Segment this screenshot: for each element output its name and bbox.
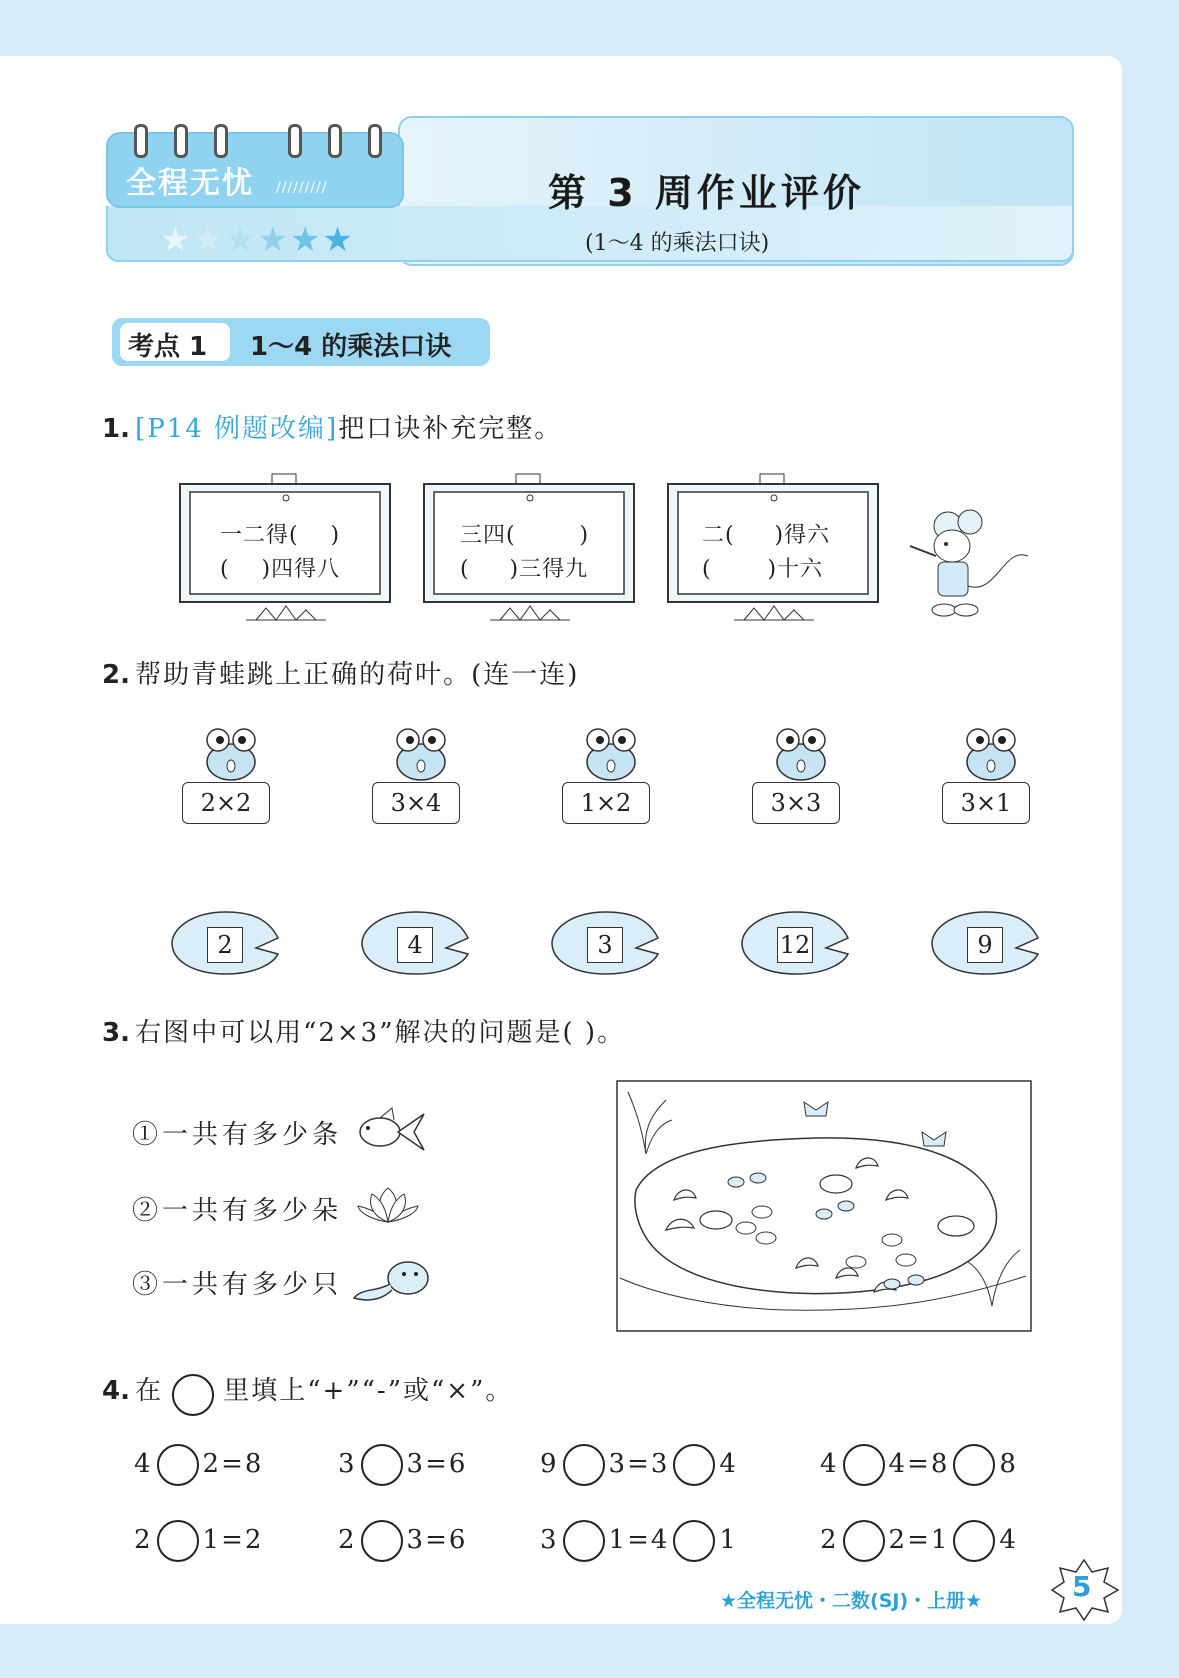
board-3-line-1: 二( )得六 <box>702 523 831 548</box>
operator-blank[interactable] <box>563 1520 605 1562</box>
operand: 2 <box>820 1525 839 1555</box>
question-text: 帮助青蛙跳上正确的荷叶。(连一连) <box>135 660 580 690</box>
frog-equation: 1×2 <box>562 782 650 824</box>
question-text: 把口诀补充完整。 <box>338 414 563 444</box>
brand-label: 全程无忧 <box>126 166 254 201</box>
operand: 2=1 <box>888 1525 950 1555</box>
equation <box>134 1444 263 1486</box>
binder-ring-icon <box>214 124 228 158</box>
page-subtitle: (1～4 的乘法口诀) <box>585 231 770 256</box>
frog-equation: 3×3 <box>752 782 840 824</box>
operand: 2 <box>338 1525 357 1555</box>
question-3 <box>102 1012 625 1049</box>
board-2-line-2: ( )三得九 <box>460 557 589 582</box>
operand: 4 <box>999 1525 1018 1555</box>
circle-symbol-icon <box>172 1374 214 1416</box>
equation <box>540 1520 738 1562</box>
frog-equation: 3×4 <box>372 782 460 824</box>
binder-ring-icon <box>134 124 148 158</box>
question-1 <box>102 408 562 445</box>
operand: 2 <box>134 1525 153 1555</box>
question-text: 右图中可以用“2×3”解决的问题是( )。 <box>135 1018 626 1048</box>
frog-icon <box>386 722 456 782</box>
question-number: 4. <box>102 1376 130 1406</box>
operand: 4 <box>820 1449 839 1479</box>
question-text-a: 在 <box>135 1376 164 1406</box>
board-3-line-2: ( )十六 <box>702 557 824 582</box>
operand: 8 <box>999 1449 1018 1479</box>
operand: 9 <box>540 1449 559 1479</box>
binder-ring-icon <box>174 124 188 158</box>
equation <box>820 1444 1018 1486</box>
equation <box>338 1520 467 1562</box>
goldfish-icon <box>354 1106 428 1156</box>
page-title: 第 3 周作业评价 <box>548 171 865 215</box>
lily-pad-number[interactable]: 9 <box>967 927 1003 963</box>
operator-blank[interactable] <box>673 1444 715 1486</box>
topic-label: 考点 1 <box>128 332 208 362</box>
operand: 3 <box>338 1449 357 1479</box>
operand: 4 <box>134 1449 153 1479</box>
operator-blank[interactable] <box>563 1444 605 1486</box>
frog-icon <box>766 722 836 782</box>
operand: 3=6 <box>406 1525 468 1555</box>
option-1[interactable]: ①一共有多少条 <box>132 1120 343 1150</box>
topic-title: 1～4 的乘法口诀 <box>250 332 452 362</box>
lily-pad-number[interactable]: 2 <box>207 927 243 963</box>
question-reference: [P14 例题改编] <box>135 414 339 444</box>
operand: 3 <box>540 1525 559 1555</box>
frog-icon <box>956 722 1026 782</box>
operand: 4 <box>719 1449 738 1479</box>
operator-blank[interactable] <box>953 1444 995 1486</box>
lily-pad-number[interactable]: 4 <box>397 927 433 963</box>
board-1-line-2: ( )四得八 <box>220 557 341 582</box>
option-3[interactable]: ③一共有多少只 <box>132 1270 343 1300</box>
lotus-icon <box>354 1186 422 1228</box>
operator-blank[interactable] <box>843 1520 885 1562</box>
operator-blank[interactable] <box>157 1520 199 1562</box>
binder-ring-icon <box>328 124 342 158</box>
binder-ring-icon <box>288 124 302 158</box>
option-2[interactable]: ②一共有多少朵 <box>132 1196 343 1226</box>
equation <box>338 1444 467 1486</box>
question-number: 1. <box>102 414 130 444</box>
question-text-b: 里填上“+”“-”或“×”。 <box>223 1376 514 1406</box>
frog-equation: 3×1 <box>942 782 1030 824</box>
pond-illustration <box>616 1080 1032 1332</box>
operand: 3=3 <box>608 1449 670 1479</box>
stars-decoration: ★★★★★★ <box>160 220 355 260</box>
operand: 1=2 <box>202 1525 264 1555</box>
operand: 1=4 <box>608 1525 670 1555</box>
question-4 <box>102 1370 513 1416</box>
frog-equation: 2×2 <box>182 782 270 824</box>
equation <box>820 1520 1018 1562</box>
page-number: 5 <box>1072 1570 1092 1603</box>
mouse-icon <box>896 506 1036 624</box>
operand: 2=8 <box>202 1449 264 1479</box>
binder-ring-icon <box>368 124 382 158</box>
operator-blank[interactable] <box>843 1444 885 1486</box>
operator-blank[interactable] <box>361 1444 403 1486</box>
lily-pad-number[interactable]: 12 <box>777 927 813 963</box>
lily-pad-number[interactable]: 3 <box>587 927 623 963</box>
equation <box>134 1520 263 1562</box>
question-number: 2. <box>102 660 130 690</box>
operator-blank[interactable] <box>361 1520 403 1562</box>
operand: 3=6 <box>406 1449 468 1479</box>
question-number: 3. <box>102 1018 130 1048</box>
frog-icon <box>196 722 266 782</box>
stripes-decoration: ///////// <box>276 180 328 196</box>
tadpole-icon <box>352 1258 432 1304</box>
equation <box>540 1444 738 1486</box>
board-1-line-1: 一二得( ) <box>220 523 341 548</box>
question-2 <box>102 654 579 691</box>
operator-blank[interactable] <box>953 1520 995 1562</box>
operator-blank[interactable] <box>673 1520 715 1562</box>
operand: 4=8 <box>888 1449 950 1479</box>
board-2-line-1: 三四( ) <box>460 523 590 548</box>
frog-icon <box>576 722 646 782</box>
footer-text: ★全程无忧・二数(SJ)・上册★ <box>720 1590 983 1612</box>
operator-blank[interactable] <box>157 1444 199 1486</box>
operand: 1 <box>719 1525 738 1555</box>
